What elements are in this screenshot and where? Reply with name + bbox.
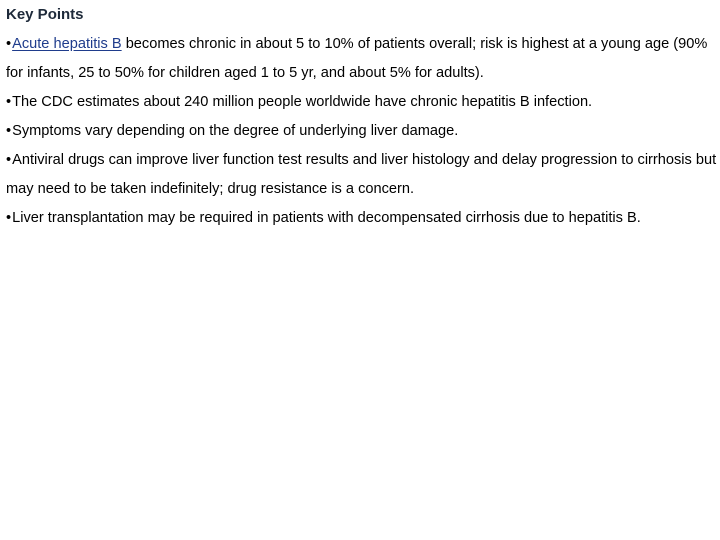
key-point-item	[6, 88, 718, 117]
key-point-item	[6, 146, 718, 204]
key-points-heading: Key Points	[6, 6, 84, 23]
bullet-icon: •	[6, 152, 12, 168]
key-point-text: becomes chronic in about 5 to 10% of patients overall; risk is highest at a young age (90% for infants, 25 to 50% for children aged 1 to 5 yr, and about 5% for adults).	[6, 36, 708, 81]
key-point-item	[6, 117, 718, 146]
bullet-icon: •	[6, 210, 12, 226]
acute-hepatitis-b-link[interactable]: Acute hepatitis B	[12, 36, 122, 52]
key-point-text: Antiviral drugs can improve liver function test results and liver histology and delay progression to cirrhosis but may need to be taken indefinitely; drug resistance is a concern.	[6, 152, 717, 197]
key-point-item	[6, 204, 718, 233]
key-points-list	[6, 30, 718, 233]
key-point-text: Liver transplantation may be required in patients with decompensated cirrhosis due to hepatitis B.	[12, 210, 641, 226]
bullet-icon: •	[6, 36, 12, 52]
key-point-text: The CDC estimates about 240 million people worldwide have chronic hepatitis B infection.	[12, 94, 593, 110]
key-point-item	[6, 30, 718, 88]
bullet-icon: •	[6, 123, 12, 139]
key-point-text: Symptoms vary depending on the degree of underlying liver damage.	[12, 123, 459, 139]
bullet-icon: •	[6, 94, 12, 110]
